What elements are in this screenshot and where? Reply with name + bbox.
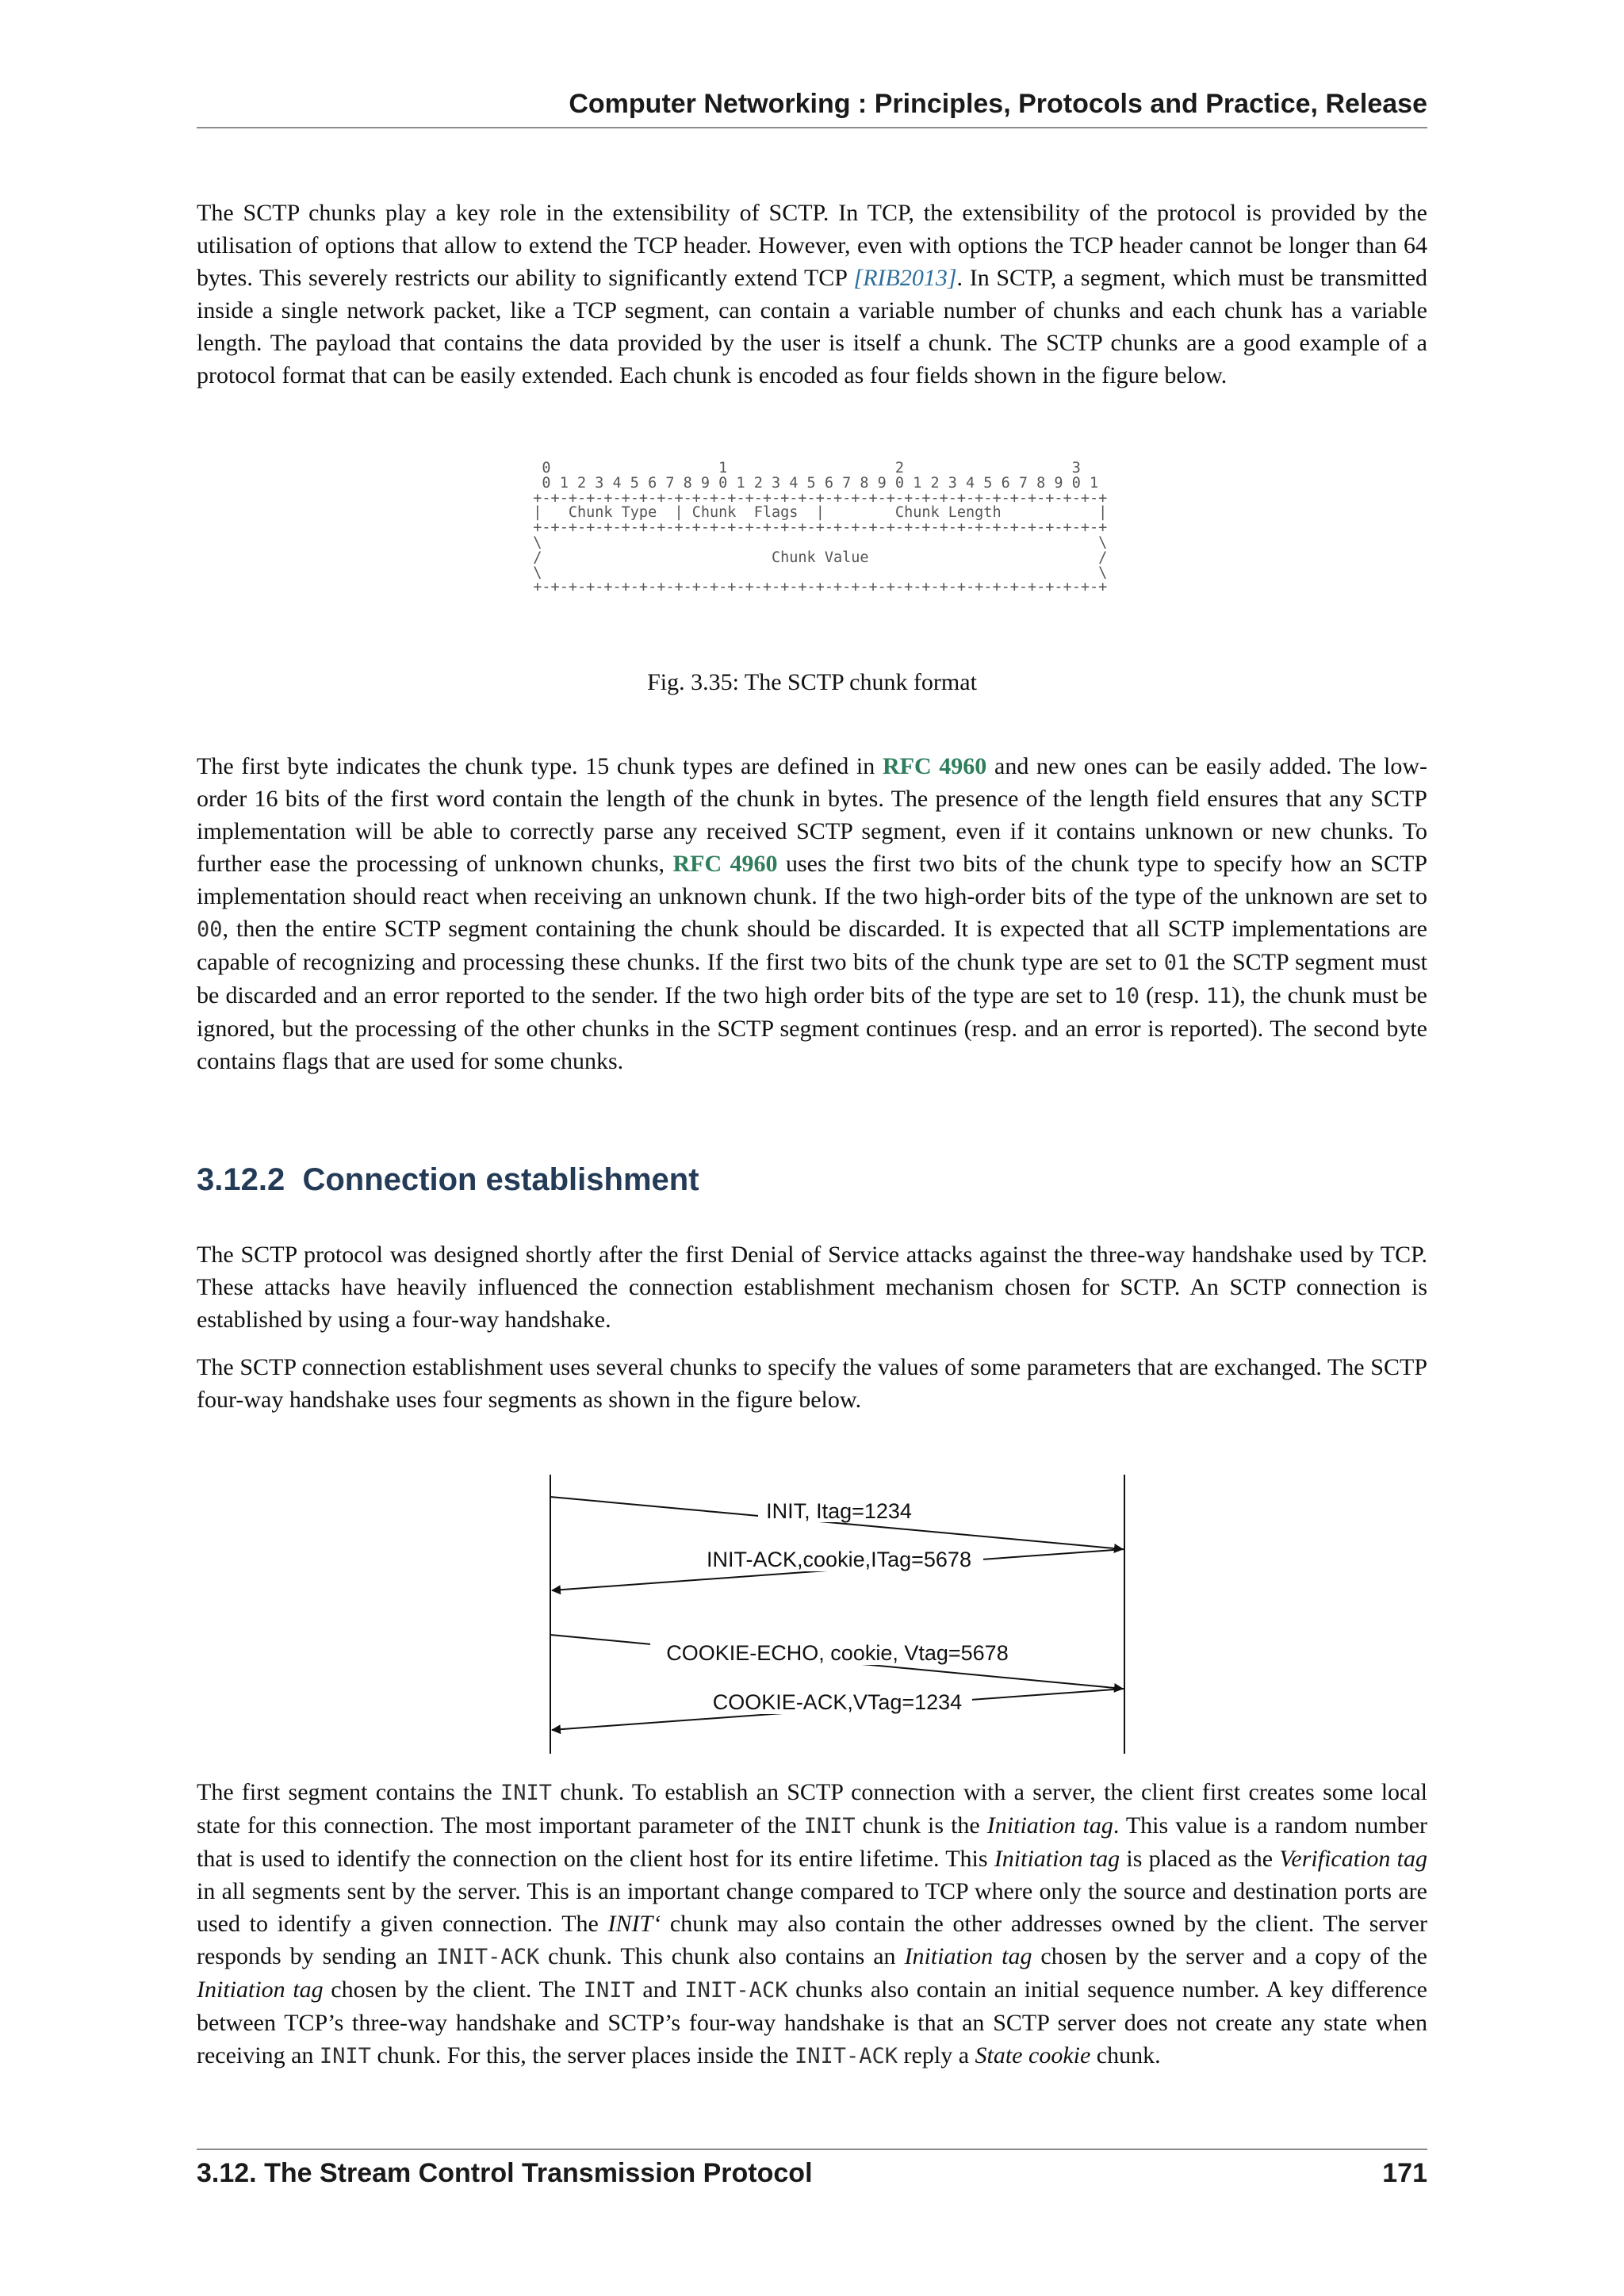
cookie-echo-label: COOKIE-ECHO, cookie, Vtag=5678 xyxy=(666,1641,1009,1665)
footer-section-title: 3.12. The Stream Control Transmission Protocol xyxy=(197,2158,813,2188)
footer-rule xyxy=(197,2149,1427,2150)
text-segment: ), the chunk must be ignored, but the processing of the other chunks in the SCTP segment continues (resp. and an error is reported). The second byte contains flags that are used for some chunks. xyxy=(197,982,1427,1074)
text-segment: The first byte indicates the chunk type. 15 chunk types are defined in xyxy=(197,753,883,779)
text-segment: chunk. This chunk also contains an xyxy=(539,1943,905,1969)
paragraph-init-chunk xyxy=(197,1776,1427,2072)
inline-code: INIT xyxy=(803,1814,856,1839)
text-segment: chunk. For this, the server places inside the xyxy=(370,2042,795,2068)
inline-code: INIT xyxy=(500,1781,553,1805)
inline-code: 01 xyxy=(1163,951,1190,975)
init-ack-label: INIT-ACK,cookie,ITag=5678 xyxy=(707,1548,971,1571)
inline-code: 10 xyxy=(1113,984,1139,1008)
emphasis: Initiation tag xyxy=(197,1976,324,2003)
rfc-link[interactable]: RFC 4960 xyxy=(882,753,987,779)
inline-code: INIT-ACK xyxy=(795,2044,898,2068)
text-segment: , then the entire SCTP segment containing the chunk should be discarded. It is expected that all SCTP implementations are capable of recognizing and processing these chunks. If the first two bits of the chunk type are set to xyxy=(197,916,1427,975)
inline-code: 00 xyxy=(197,917,223,942)
emphasis: Initiation tag xyxy=(904,1943,1032,1969)
text-segment: the SCTP segment must be discarded and an error reported to the sender. If the two high order bits of the type are set to xyxy=(197,949,1428,1008)
emphasis: Initiation tag xyxy=(994,1846,1120,1872)
text-segment: The first segment contains the xyxy=(197,1779,500,1805)
text-segment: chunk is the xyxy=(855,1812,987,1839)
text-segment: is placed as the xyxy=(1120,1846,1280,1872)
rfc-link[interactable]: RFC 4960 xyxy=(672,851,778,877)
init-label: INIT, Itag=1234 xyxy=(766,1499,912,1523)
handshake-diagram xyxy=(539,1467,1142,1760)
section-number: 3.12.2 xyxy=(197,1162,285,1197)
chunk-format-figure xyxy=(515,461,1118,644)
paragraph-chunks-extensibility xyxy=(197,197,1427,392)
inline-code: INIT-ACK xyxy=(684,1978,788,2003)
text-segment: reply a xyxy=(898,2042,975,2068)
text-segment: The SCTP chunks play a key role in the extensibility of SCTP. In TCP, the extensibility of the protocol is provided by the utilisation of options that allow to extend the TCP header. However, even with options the TCP header cannot be longer than 64 bytes. This severely restricts our ability to significantly extend TCP xyxy=(197,200,1427,291)
running-header: Computer Networking : Principles, Protocols and Practice, Release xyxy=(569,89,1427,119)
text-segment: . This value is a random number that is used to identify the connection on the client host for its entire lifetime. This xyxy=(197,1812,1428,1872)
text-segment: and new ones can be easily added. The low-order 16 bits of the first word contain the length of the chunk in bytes. The presence of the length field ensures that any SCTP implementation will be able to correctly parse any received SCTP segment, even if it contains unknown or new chunks. To further ease the processing of unknown chunks, xyxy=(197,753,1427,877)
paragraph-chunk-type xyxy=(197,750,1427,1077)
section-heading xyxy=(197,1162,699,1198)
emphasis: State cookie xyxy=(975,2042,1091,2068)
emphasis: Initiation tag xyxy=(986,1812,1113,1839)
text-segment: chunks also contain an initial sequence number. A key difference between TCP’s three-way handshake and SCTP’s four-way handshake is that an SCTP server does not create any state when receiving an xyxy=(197,1976,1427,2068)
header-rule xyxy=(197,127,1427,128)
text-segment: chunk. xyxy=(1090,2042,1161,2068)
paragraph-four-way: The SCTP connection establishment uses several chunks to specify the values of some parameters that are exchanged. The SCTP four-way handshake uses four segments as shown in the figure below. xyxy=(197,1354,1427,1413)
cookie-ack-label: COOKIE-ACK,VTag=1234 xyxy=(712,1690,963,1714)
text-segment: in all segments sent by the server. This is an important change compared to TCP where only the source and destination ports are used to identify a given connection. The xyxy=(197,1878,1427,1937)
chunk-format-diagram: 0 1 2 3 0 1 2 3 4 5 6 7 8 9 0 1 2 3 4 5 6 7 8 9 0 1 2 3 4 5 6 7 8 9 0 1 +-+-+-+-+-+-+-+-+-+-+-+-+-+-+-+-+-+-+-+-+-+-+-+-+-+-+-+-+-+-+-+-+ | Chunk Type | Chunk Flags | Chunk Length | +-+-+-+-+-+-+-+-+-+-+-+-+-+-+-+-+-+-+-+-+-+-+-+-+-+-+-+-+-+-+-+-+ \ \ / Chunk Value / \ \ +-+-+-+-+-+-+-+-+-+-+-+-+-+-+-+-+-+-+-+-+-+-+-+-+-+-+-+-+-+-+-+-+ xyxy=(533,460,1108,596)
inline-code: INIT xyxy=(583,1978,635,2003)
inline-code: 11 xyxy=(1205,984,1232,1008)
text-segment: chosen by the client. The xyxy=(323,1976,584,2003)
emphasis: INIT‘ xyxy=(607,1911,661,1937)
text-segment: . In SCTP, a segment, which must be transmitted inside a single network packet, like a TCP segment, can contain a variable number of chunks and each chunk has a variable length. The payload that contains the data provided by the user is itself a chunk. The SCTP chunks are a good example of a protocol format that can be easily extended. Each chunk is encoded as four fields shown in the figure below. xyxy=(197,265,1428,388)
emphasis: Verification tag xyxy=(1279,1846,1427,1872)
page-number: 171 xyxy=(1382,2158,1427,2188)
text-segment: (resp. xyxy=(1139,982,1206,1008)
inline-code: INIT xyxy=(319,2044,371,2068)
figure-caption: Fig. 3.35: The SCTP chunk format xyxy=(647,669,977,695)
section-title: Connection establishment xyxy=(302,1162,699,1197)
text-segment: chunk. To establish an SCTP connection with a server, the client first creates some local state for this connection. The most important parameter of the xyxy=(197,1779,1427,1839)
inline-code: INIT-ACK xyxy=(436,1945,540,1969)
text-segment: and xyxy=(634,1976,685,2003)
citation-link[interactable]: [RIB2013] xyxy=(853,265,957,291)
text-segment: uses the first two bits of the chunk type to specify how an SCTP implementation should react when receiving an unknown chunk. If the two high-order bits of the type of the unknown are set to xyxy=(197,851,1428,909)
text-segment: chosen by the server and a copy of the xyxy=(1032,1943,1427,1969)
text-segment: chunk may also contain the other addresses owned by the client. The server responds by sending an xyxy=(197,1911,1427,1969)
paragraph-dos-attacks: The SCTP protocol was designed shortly after the first Denial of Service attacks against the three-way handshake used by TCP. These attacks have heavily influenced the connection establishment mechanism chosen for SCTP. An SCTP connection is established by using a four-way handshake. xyxy=(197,1242,1427,1333)
